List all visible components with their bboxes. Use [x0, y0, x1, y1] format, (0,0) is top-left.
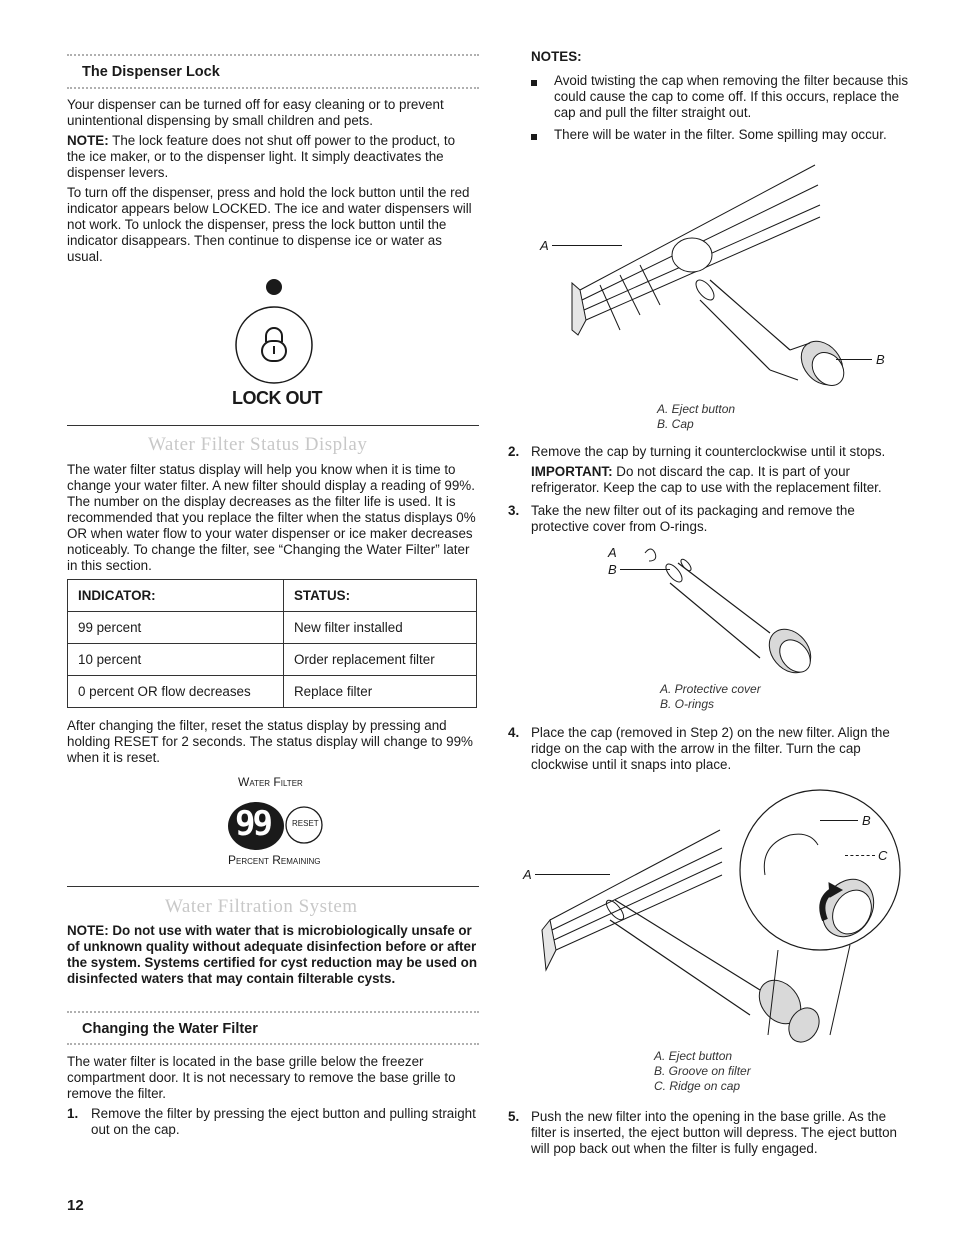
caption-line: C. Ridge on cap: [654, 1079, 741, 1093]
status-cell: Replace filter: [284, 676, 477, 708]
step-5-number: 5.: [508, 1109, 520, 1124]
fig3-label-b: B: [862, 813, 871, 828]
important-note: [531, 464, 915, 496]
dispenser-lock-instructions: To turn off the dispenser, press and hold the lock button until the red indicator appears below LOCKED. The ice and water dispensers will not work. To unlock the dispenser, press the lock button until the indicator disappears. Then continue to dispense ice or water as usual.: [67, 185, 472, 264]
note-text: The lock feature does not shut off power to the product, to the ice maker, or to the dispenser light. It simply deactivates the dispenser levers.: [67, 133, 456, 180]
indicator-cell: 10 percent: [68, 644, 284, 676]
fig1-leader-b: [836, 359, 872, 360]
changing-filter-heading: Changing the Water Filter: [82, 1021, 258, 1037]
fig2-caption: [660, 682, 761, 712]
section-rule-1: [67, 425, 479, 426]
fig3-leader-a: [535, 874, 610, 875]
status-cell: Order replacement filter: [284, 644, 477, 676]
filtration-note: NOTE: Do not use with water that is microbiologically unsafe or of unknown quality without adequate disinfection before or after the system. Systems certified for cyst reduction may be used on disinfected waters that may contain filterable cysts.: [67, 923, 478, 986]
caption-line: A. Eject button: [654, 1049, 733, 1063]
fig1-leader-a: [552, 245, 622, 246]
step-1-number: 1.: [67, 1106, 79, 1121]
section-rule-2: [67, 886, 479, 887]
list-item: [531, 73, 915, 121]
step-4-number: 4.: [508, 725, 520, 740]
fig3-label-a: A: [523, 867, 532, 882]
notes-heading: NOTES:: [531, 49, 582, 64]
fig2-label-a: A: [608, 545, 617, 560]
changing-bottom-rule: [67, 1043, 479, 1045]
step-1-text: Remove the filter by pressing the eject button and pulling straight out on the cap.: [91, 1106, 476, 1137]
note-label: NOTE:: [67, 133, 109, 148]
dispenser-lock-note: [67, 133, 477, 181]
caption-line: B. Groove on filter: [654, 1064, 751, 1078]
step-5-text: Push the new filter into the opening in the base grille. As the filter is inserted, the eject button will depress. The eject button will pop back out when the filter is fully engaged.: [531, 1109, 897, 1156]
fig3-label-c: C: [878, 848, 888, 863]
fig1-caption: [657, 402, 735, 432]
page-number: 12: [67, 1197, 84, 1214]
fig1-label-b: B: [876, 352, 885, 367]
filter-status-title: Water Filter Status Display: [148, 434, 368, 455]
new-filter-illustration: [600, 543, 830, 683]
step-2-number: 2.: [508, 444, 520, 459]
lock-out-label: LOCK OUT: [232, 388, 322, 408]
fig1-label-a: A: [540, 238, 549, 253]
step-2-text: Remove the cap by turning it counterclockwise until it stops.: [531, 444, 886, 459]
table-row: [68, 612, 477, 644]
dispenser-lock-heading: The Dispenser Lock: [82, 64, 220, 80]
fig2-leader-b: [620, 569, 670, 570]
reset-button[interactable]: RESET: [292, 819, 319, 828]
heading-rule: [67, 87, 479, 89]
lock-button-icon: [228, 278, 320, 388]
fig3-caption: [654, 1049, 751, 1094]
list-item: [531, 127, 915, 143]
status-cell: New filter installed: [284, 612, 477, 644]
caption-line: A. Eject button: [657, 402, 736, 416]
table-row: [68, 676, 477, 708]
important-label: IMPORTANT:: [531, 464, 613, 479]
caption-line: B. Cap: [657, 417, 694, 431]
note-1-text: Avoid twisting the cap when removing the filter because this could cause the cap to come off. If this occurs, replace the cap and pull the filter straight out.: [554, 73, 909, 120]
dispenser-lock-intro: Your dispenser can be turned off for easy cleaning or to prevent unintentional dispensing by small children and pets.: [67, 97, 444, 128]
caption-line: B. O-rings: [660, 697, 715, 711]
filtration-title: Water Filtration System: [165, 896, 358, 917]
indicator-cell: 99 percent: [68, 612, 284, 644]
caption-line: A. Protective cover: [660, 682, 761, 696]
filter-status-intro: The water filter status display will help you know when it is time to change your water filter. A new filter should display a reading of 99%. The number on the display decreases as the filter life is used. It is recommended that you replace the filter when the status displays 0% OR when water flow to your water dispenser or ice maker decreases noticeably. To change the filter, see “Changing the Water Filter” later in this section.: [67, 462, 476, 573]
indicator-header: INDICATOR:: [68, 580, 284, 612]
fig3-leader-c: [845, 855, 875, 856]
fig3-leader-b: [820, 820, 858, 821]
fig2-label-b: B: [608, 562, 617, 577]
important-text: Do not discard the cap. It is part of your refrigerator. Keep the cap to use with the replacement filter.: [531, 464, 882, 495]
status-header: STATUS:: [284, 580, 477, 612]
notes-list: [531, 73, 915, 143]
reset-instructions: After changing the filter, reset the status display by pressing and holding RESET for 2 seconds. The status display will change to 99% when it is reset.: [67, 718, 473, 765]
note-2-text: There will be water in the filter. Some spilling may occur.: [554, 127, 887, 142]
display-value: 99: [235, 804, 270, 844]
percent-remaining-label: Percent Remaining: [228, 853, 321, 867]
step-3-text: Take the new filter out of its packaging and remove the protective cover from O-rings.: [531, 503, 855, 534]
indicator-cell: 0 percent OR flow decreases: [68, 676, 284, 708]
step-4-text: Place the cap (removed in Step 2) on the new filter. Align the ridge on the cap with the arrow in the filter. Turn the cap clockwise until it snaps into place.: [531, 725, 890, 772]
indicator-status-table: [67, 579, 477, 708]
table-row: [68, 644, 477, 676]
table-header-row: [68, 580, 477, 612]
step-3-number: 3.: [508, 503, 520, 518]
top-rule: [67, 54, 479, 56]
changing-filter-intro: The water filter is located in the base grille below the freezer compartment door. It is not necessary to remove the base grille to remove the filter.: [67, 1054, 456, 1101]
eject-filter-illustration: [560, 155, 890, 400]
water-filter-label: Water Filter: [238, 775, 303, 789]
changing-top-rule: [67, 1011, 479, 1013]
